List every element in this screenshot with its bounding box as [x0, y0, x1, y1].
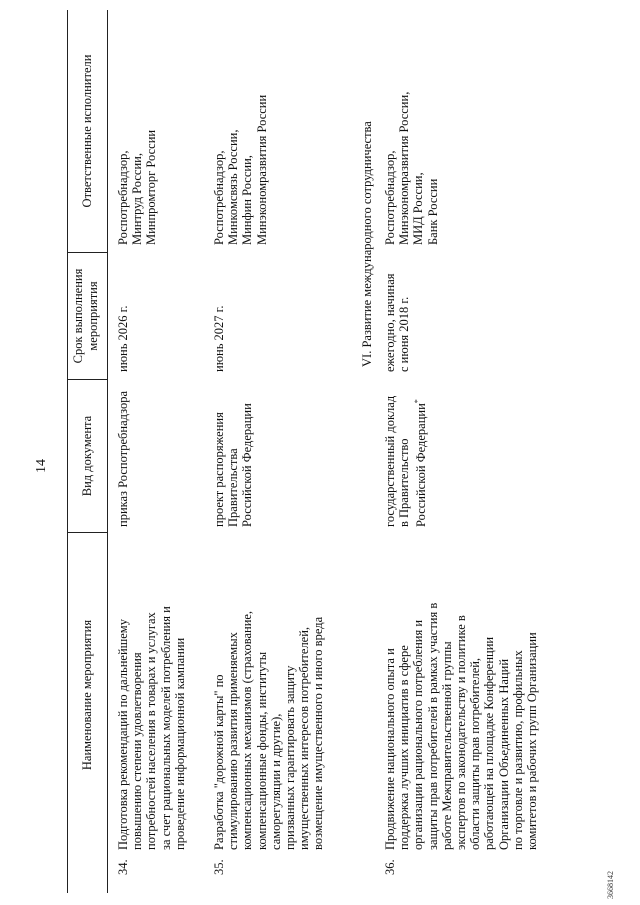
- row-35-name-line: возмещение имущественного и иного вреда: [311, 616, 326, 850]
- row-35-deadline-line: июнь 2027 г.: [212, 305, 226, 372]
- row-36-document: [383, 396, 429, 527]
- row-35-name-line: компенсационные фонды, институты: [254, 651, 269, 850]
- row-36-name-line: области защиты прав потребителей,: [468, 657, 483, 850]
- row-35-executor: Минфин России,: [240, 155, 255, 245]
- row-36-document-line: [411, 396, 428, 527]
- row-36-deadline-line: с июня 2018 г.: [397, 296, 412, 372]
- row-34-deadline: [116, 305, 130, 372]
- row-35-name-line: компенсационных механизмов (страхование,: [240, 610, 255, 850]
- row-35-name: [212, 611, 326, 850]
- row-36-number: 36.: [383, 859, 397, 875]
- row-35-deadline: [212, 305, 226, 372]
- row-34-name-line: проведение информационной кампании: [172, 637, 187, 850]
- row-35-name-line: Разработка "дорожной карты" по: [212, 674, 226, 850]
- section-heading: VI. Развитие международного сотрудничества: [360, 121, 374, 367]
- row-36-executor: Банк России: [425, 178, 440, 245]
- row-34-number: 34.: [116, 859, 130, 875]
- header-deadline-column-line2: мероприятия: [86, 281, 100, 351]
- row-34-document: [116, 391, 130, 527]
- row-35-executor: Минкомсвязь России,: [226, 129, 241, 245]
- row-35-name-line: призванных гарантировать защиту: [283, 665, 298, 850]
- row-34-executor: Минтруд России,: [130, 153, 145, 245]
- table-header-rule: [107, 10, 108, 893]
- row-35-document: [212, 403, 255, 527]
- row-36-name-line: по торговле и развитию, профильных: [510, 650, 525, 850]
- row-36-name-line: защиты прав потребителей в рамках участия в: [425, 602, 440, 850]
- row-36-name-line: организации рационального потребления и: [411, 619, 426, 850]
- row-34-name-line: повышению степени удовлетворения: [130, 652, 145, 850]
- row-34-executors: [116, 130, 159, 245]
- row-34-document-line: приказ Роспотребнадзора: [116, 390, 130, 527]
- row-36-name-line: работе Межправительственной группы: [439, 641, 454, 850]
- row-34-deadline-line: июнь 2026 г.: [116, 305, 130, 372]
- row-36-executor: МИД России,: [411, 172, 426, 245]
- header-deadline-column-line1: Срок выполнения: [71, 268, 85, 364]
- row-36-document-line: в Правительство: [397, 438, 412, 527]
- row-35-document-line: проект распоряжения: [212, 412, 226, 527]
- column-divider-name-doc: [67, 532, 107, 533]
- header-executors-column: Ответственные исполнители: [80, 54, 94, 208]
- row-36-name-line: поддержка лучших инициатив в сфере: [397, 645, 412, 850]
- row-35-document-line: Российской Федерации: [240, 403, 255, 527]
- row-36-name-line: Продвижение национального опыта и: [383, 648, 397, 850]
- header-name-column: Наименование мероприятия: [80, 619, 94, 771]
- row-34-name: [116, 606, 187, 850]
- row-34-name-line: Подготовка рекомендаций по дальнейшему: [116, 619, 130, 850]
- row-36-executors: [383, 92, 440, 245]
- page-number: 14: [34, 459, 49, 473]
- row-36-deadline: [383, 273, 411, 372]
- row-35-name-line: имущественных интересов потребителей,: [297, 626, 312, 850]
- row-35-executor: Роспотребнадзор,: [212, 150, 226, 245]
- row-36-name-line: Организации Объединенных Наций: [496, 658, 511, 850]
- document-code: 3668142: [606, 871, 615, 899]
- row-36-name: [383, 603, 539, 850]
- row-35-executors: [212, 95, 269, 245]
- row-35-document-line: Правительства: [226, 448, 241, 527]
- row-34-name-line: за счет рациональных моделей потребления и: [158, 606, 173, 850]
- row-36-document-text: Российской Федерации: [414, 403, 429, 527]
- row-36-document-line: государственный доклад: [383, 395, 397, 527]
- row-34-executor: Роспотребнадзор,: [116, 150, 130, 245]
- footnote-mark: *: [413, 399, 423, 404]
- row-34-executor: Минпромторг России: [144, 129, 159, 245]
- row-36-name-line: комитетов и рабочих групп Организации: [525, 632, 540, 850]
- row-35-number: 35.: [212, 859, 226, 875]
- row-36-deadline-line: ежегодно, начиная: [383, 273, 397, 372]
- row-36-name-line: работающей на площадке Конференции: [482, 636, 497, 850]
- row-34-name-line: потребностей населения в товарах и услугах: [144, 612, 159, 850]
- row-36-executor: Минэкономразвития России,: [397, 91, 412, 245]
- row-35-executor: Минэкономразвития России: [254, 94, 269, 245]
- row-36-name-line: экспертов по законодательству и политике в: [454, 615, 469, 850]
- table-top-rule: [67, 10, 68, 893]
- header-document-column: Вид документа: [80, 415, 94, 497]
- row-35-name-line: стимулированию развития применяемых: [226, 632, 241, 850]
- row-35-name-line: саморегуляции и другие),: [268, 713, 283, 850]
- row-36-executor: Роспотребнадзор,: [383, 150, 397, 245]
